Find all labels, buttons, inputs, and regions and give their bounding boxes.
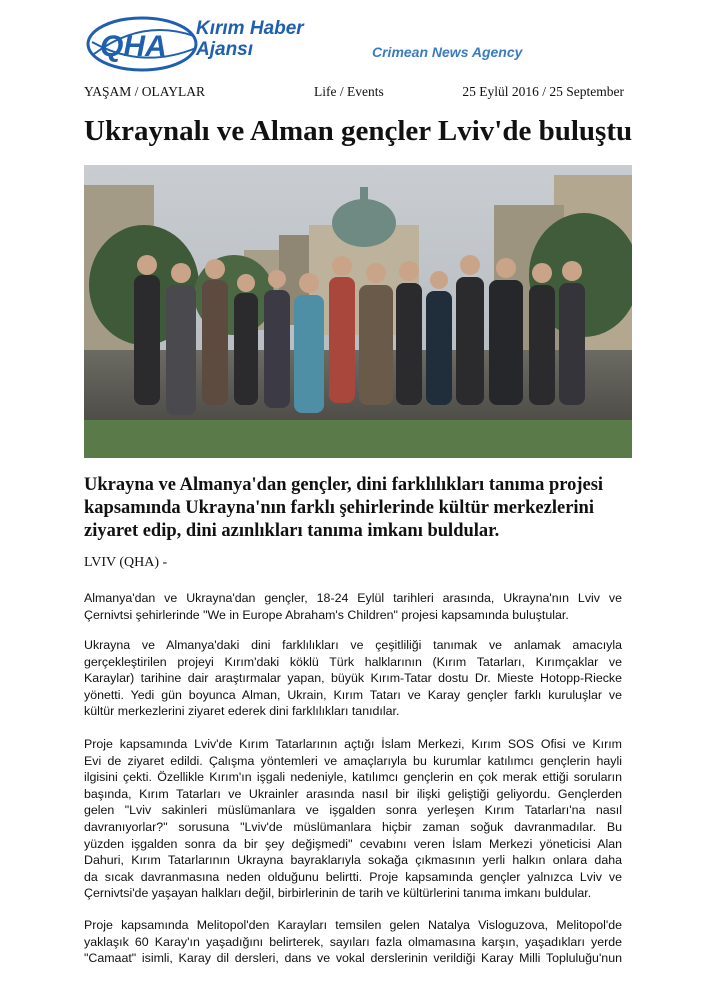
- logo-mark-text: QHA: [100, 30, 167, 63]
- body-line: Çernivtsi'de yaşayan halkları değil, birbirlerinin de tarih ve kültürlerini tanıma imkanı buldular.: [84, 886, 592, 901]
- body-line: gerçekleştirilen projeyi Kırım'daki köklü Türk halklarının (Kırım Tatarları, Kırımçaklar ve: [84, 654, 622, 669]
- body-line: yaklaşık 60 Karay'ın yaşadığını belirterek, sayıları fazla olmamasına karşın, yaşadıkları yerde: [84, 934, 622, 949]
- lead-line: kapsamında Ukrayna'nın farklı şehirlerinde kültür merkezlerini: [84, 498, 594, 518]
- lead-line: ziyaret edip, dini azınlıkları tanıma imkanı buldular.: [84, 521, 500, 541]
- body-line: davranıyorlar?" sorusuna "Lviv'de müslümanlara hiçbir zaman soğuk davranmadılar. Bu: [84, 819, 622, 834]
- category-label-en: Life / Events: [314, 84, 384, 99]
- lead-line: Ukrayna ve Almanya'dan gençler, dini farklılıkları tanıma projesi: [84, 475, 604, 495]
- body-line: Ukrayna ve Almanya'daki dini farklılıkları ve çeşitliliği tanımak ve anlamak amacıyla: [84, 638, 622, 652]
- body-paragraph-1: [84, 590, 622, 623]
- body-line: başında, Kırım Tatarları ve Ukrainler arasında nasıl bir ilişki geliştiği geliyordu. Gençlerden: [84, 786, 622, 801]
- body-line: yönetti. Yedi gün boyunca Alman, Ukrain, Kırım Tatarı ve Karay gençler farklı kuruluşlar ve: [84, 687, 622, 702]
- body-line: Almanya'dan ve Ukrayna'dan gençler, 18-24 Eylül tarihleri arasında, Ukrayna'nın Lviv ve: [84, 591, 622, 605]
- body-line: Çernivtsi şehirlerinde "We in Europe Abraham's Children" projesi kapsamında buluştular.: [84, 607, 569, 622]
- article-title: Ukraynalı ve Alman gençler Lviv'de buluştu: [84, 115, 633, 147]
- article-lead: [84, 474, 622, 543]
- body-line: kültür merkezlerini ziyaret ederek dini farklılıkları tanıdılar.: [84, 704, 400, 719]
- body-line: Karaylar) tarihine dair araştırmalar yapan, büyük Kırım-Tatar dostu Dr. Mieste Hotopp-Riecke: [84, 671, 622, 686]
- article-date: 25 Eylül 2016 / 25 September: [462, 84, 624, 99]
- body-line: yüzden işgalden sonra da bir şey değişmedi" cevabını veren İslam Merkezi yöneticisi Alan: [84, 836, 622, 851]
- body-paragraph-2: [84, 637, 622, 720]
- body-line: gelen "Lviv sakinleri müslümanlara ve işgalden sonra yerleşen Kırım Tatarları'na nasıl: [84, 803, 622, 818]
- logo-line-1: Kırım Haber: [196, 18, 304, 39]
- agency-name-en: Crimean News Agency: [372, 44, 523, 60]
- body-line: Proje kapsamında Melitopol'den Karayları temsilen gelen Natalya Visloguzova, Melitopol'de: [84, 918, 622, 932]
- body-line: "Camaat" isimli, Karay dil dersleri, dans ve vokal derslerinin verildiği Karay Milli Topluluğu'nun: [84, 951, 622, 966]
- category-label: YAŞAM / OLAYLAR: [84, 84, 206, 99]
- body-line: ilgisini çekti. Özellikle Kırım'ın işgali nedeniyle, katılımcı gençlerin en çok merak ettiği soruların: [84, 770, 622, 785]
- body-line: Dahuri, Kırım Tatarlarının Ukrayna bayraklarıyla sokağa çıkmasının yerli halkın onlara daha: [84, 853, 622, 868]
- logo-wordmark: [196, 18, 304, 60]
- group-photo: [84, 165, 632, 458]
- body-line: Proje kapsamında Lviv'de Kırım Tatarlarının açtığı İslam Merkezi, Kırım SOS Ofisi ve Kırım: [84, 737, 622, 751]
- logo-line-2: Ajansı: [196, 39, 254, 60]
- dateline: LVIV (QHA) -: [84, 555, 168, 570]
- body-line: da sıcak davranmasına neden olduğunu belirtti. Proje kapsamında gençler yalnızca Lviv ve: [84, 869, 622, 884]
- body-line: Evi de ziyaret edildi. Çalışma yöntemleri ve amaçlarıyla bu kurumlar katılımcı gençlerin hayli: [84, 753, 622, 768]
- body-paragraph-3: [84, 736, 622, 902]
- body-paragraph-4: [84, 917, 622, 967]
- qha-globe-icon: [84, 14, 204, 74]
